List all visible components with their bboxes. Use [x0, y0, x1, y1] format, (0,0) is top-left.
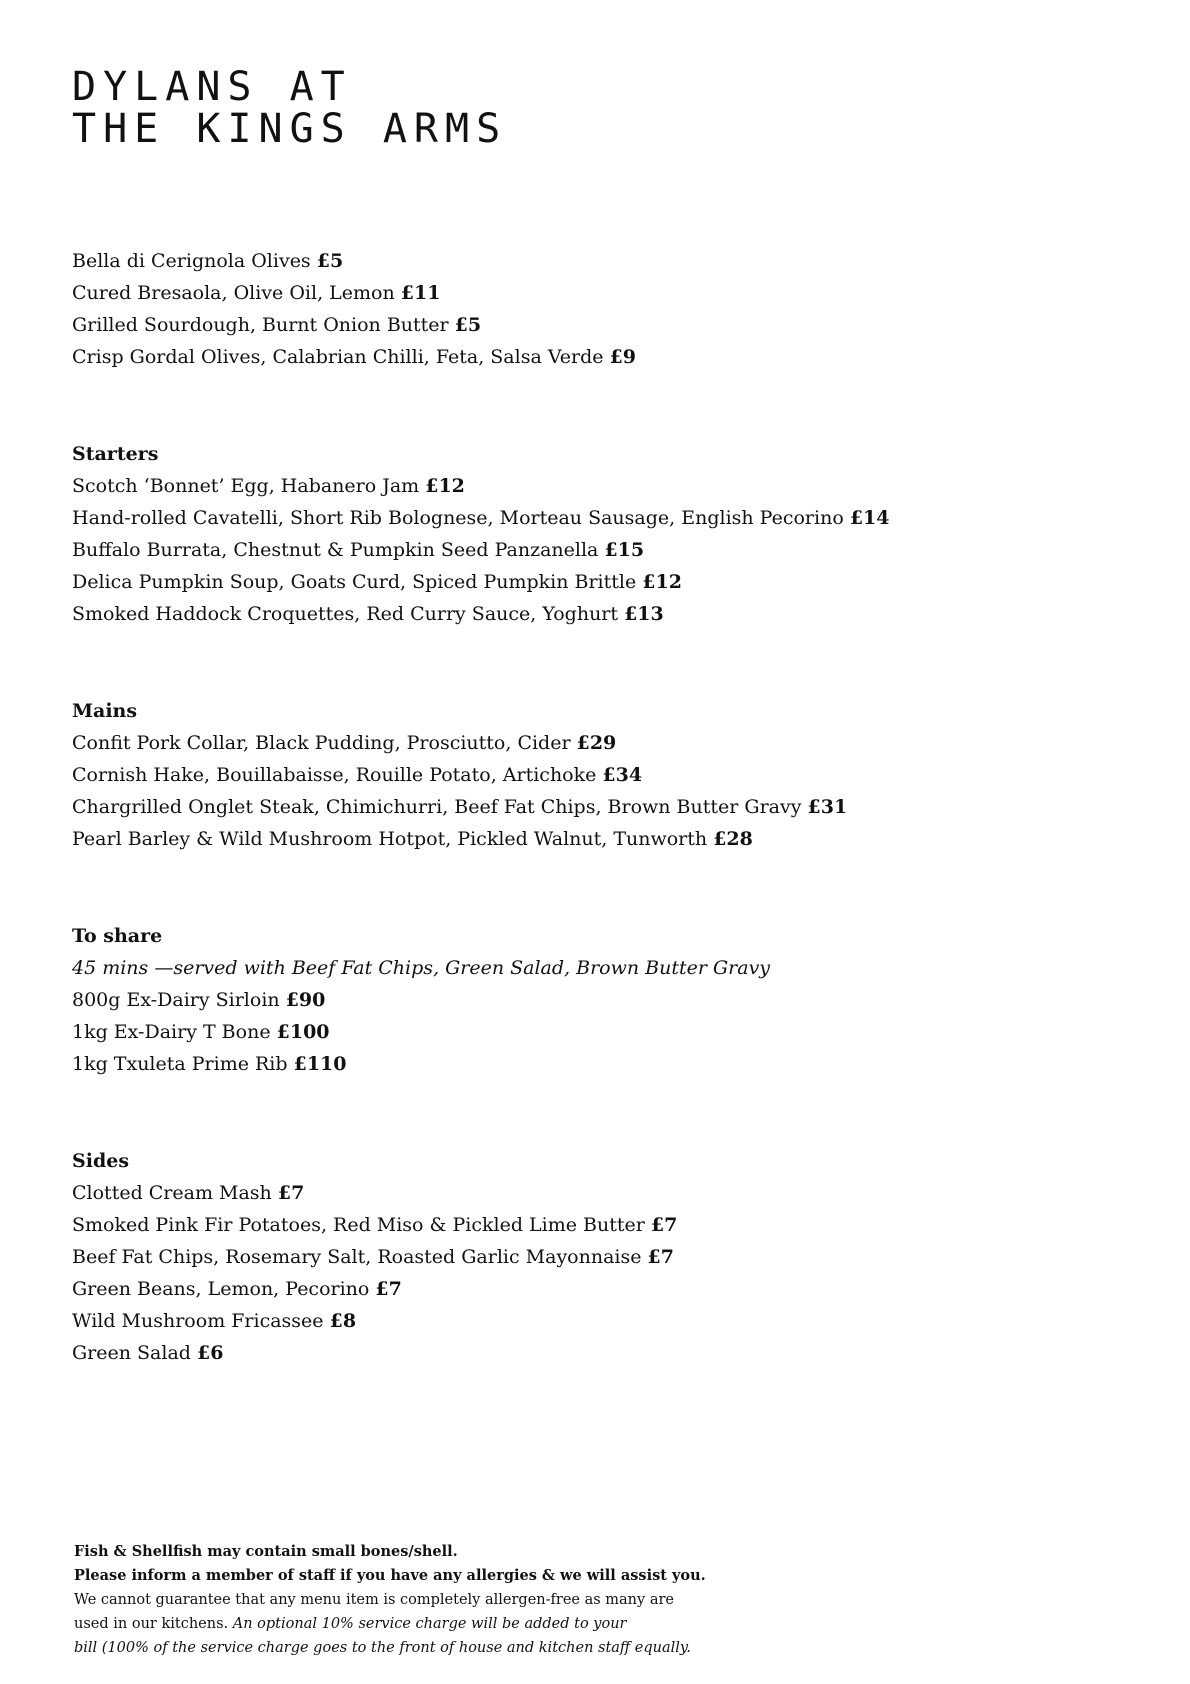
item-name: Scotch ‘Bonnet’ Egg, Habanero Jam — [72, 475, 420, 497]
notice-line-bill: bill (100% of the service charge goes to the front of house and kitchen staff equally. — [74, 1640, 691, 1656]
menu-item — [72, 791, 847, 823]
item-price: £7 — [375, 1278, 402, 1300]
menu-item — [72, 1016, 770, 1048]
item-price: £14 — [849, 507, 890, 529]
sides-list — [72, 1177, 677, 1369]
item-name: Buffalo Burrata, Chestnut & Pumpkin Seed Panzanella — [72, 539, 599, 561]
item-name: 800g Ex-Dairy Sirloin — [72, 989, 280, 1011]
menu-item — [72, 502, 889, 534]
menu-item — [72, 823, 847, 855]
menu-item — [72, 1209, 677, 1241]
item-name: 1kg Txuleta Prime Rib — [72, 1053, 288, 1075]
notice-line-shellfish: Fish & Shellfish may contain small bones/shell. — [74, 1543, 458, 1560]
notice-line-allergies: Please inform a member of staff if you have any allergies & we will assist you. — [74, 1567, 706, 1584]
title-line-1: DYLANS AT — [72, 64, 352, 110]
notice-line-kitchens — [74, 1612, 774, 1636]
notice-line-guarantee: We cannot guarantee that any menu item is completely allergen-free as many are — [74, 1592, 674, 1608]
item-price: £7 — [647, 1246, 674, 1268]
sides-section — [72, 1145, 677, 1369]
item-name: Confit Pork Collar, Black Pudding, Prosciutto, Cider — [72, 732, 571, 754]
to-share-list — [72, 984, 770, 1080]
item-name: Delica Pumpkin Soup, Goats Curd, Spiced Pumpkin Brittle — [72, 571, 637, 593]
title-line-2: THE KINGS ARMS — [72, 106, 508, 152]
menu-item — [72, 1273, 677, 1305]
menu-item — [72, 598, 889, 630]
starters-section — [72, 438, 889, 630]
item-name: Chargrilled Onglet Steak, Chimichurri, Beef Fat Chips, Brown Butter Gravy — [72, 796, 802, 818]
menu-item — [72, 309, 636, 341]
item-name: Wild Mushroom Fricassee — [72, 1310, 324, 1332]
item-name: Cured Bresaola, Olive Oil, Lemon — [72, 282, 395, 304]
item-price: £100 — [276, 1021, 330, 1043]
item-name: Beef Fat Chips, Rosemary Salt, Roasted Garlic Mayonnaise — [72, 1246, 642, 1268]
item-name: Bella di Cerignola Olives — [72, 250, 311, 272]
menu-item — [72, 1048, 770, 1080]
allergen-notice — [74, 1540, 774, 1660]
item-price: £15 — [604, 539, 645, 561]
item-name: Smoked Pink Fir Potatoes, Red Miso & Pickled Lime Butter — [72, 1214, 645, 1236]
menu-item — [72, 1305, 677, 1337]
menu-item — [72, 245, 636, 277]
menu-item — [72, 1241, 677, 1273]
item-price: £28 — [713, 828, 753, 850]
item-price: £6 — [196, 1342, 224, 1364]
menu-item — [72, 566, 889, 598]
item-name: Pearl Barley & Wild Mushroom Hotpot, Pickled Walnut, Tunworth — [72, 828, 708, 850]
item-price: £13 — [624, 603, 664, 625]
menu-item — [72, 759, 847, 791]
sides-heading: Sides — [72, 1150, 130, 1172]
item-price: £12 — [425, 475, 465, 497]
snacks-list — [72, 245, 636, 373]
item-price: £7 — [650, 1214, 678, 1236]
to-share-heading: To share — [72, 925, 163, 947]
item-price: £11 — [400, 282, 441, 304]
item-price: £110 — [293, 1053, 347, 1075]
menu-item — [72, 341, 636, 373]
item-name: Grilled Sourdough, Burnt Onion Butter — [72, 314, 449, 336]
item-price: £12 — [642, 571, 682, 593]
mains-heading: Mains — [72, 700, 138, 722]
mains-section — [72, 695, 847, 855]
snacks-section — [72, 245, 636, 373]
item-price: £31 — [807, 796, 848, 818]
item-price: £90 — [285, 989, 326, 1011]
item-name: Green Salad — [72, 1342, 191, 1364]
item-price: £7 — [277, 1182, 305, 1204]
item-name: Crisp Gordal Olives, Calabrian Chilli, Feta, Salsa Verde — [72, 346, 604, 368]
item-price: £8 — [329, 1310, 357, 1332]
item-price: £5 — [316, 250, 344, 272]
item-price: £29 — [576, 732, 617, 754]
item-price: £5 — [454, 314, 482, 336]
menu-item — [72, 1177, 677, 1209]
item-name: Green Beans, Lemon, Pecorino — [72, 1278, 370, 1300]
menu-item — [72, 534, 889, 566]
item-name: Cornish Hake, Bouillabaisse, Rouille Potato, Artichoke — [72, 764, 597, 786]
to-share-section — [72, 920, 770, 1080]
restaurant-title — [72, 66, 507, 150]
menu-item — [72, 1337, 677, 1369]
notice-service-charge: An optional 10% service charge will be added to your — [232, 1616, 627, 1632]
mains-list — [72, 727, 847, 855]
item-name: Clotted Cream Mash — [72, 1182, 272, 1204]
item-price: £34 — [602, 764, 643, 786]
menu-item — [72, 727, 847, 759]
item-price: £9 — [609, 346, 637, 368]
starters-list — [72, 470, 889, 630]
item-name: Hand-rolled Cavatelli, Short Rib Bolognese, Morteau Sausage, English Pecorino — [72, 507, 844, 529]
item-name: Smoked Haddock Croquettes, Red Curry Sauce, Yoghurt — [72, 603, 619, 625]
to-share-note: 45 mins —served with Beef Fat Chips, Green Salad, Brown Butter Gravy — [72, 957, 771, 979]
menu-item — [72, 470, 889, 502]
starters-heading: Starters — [72, 443, 159, 465]
notice-kitchens-text: used in our kitchens. — [74, 1616, 229, 1632]
item-name: 1kg Ex-Dairy T Bone — [72, 1021, 271, 1043]
menu-item — [72, 277, 636, 309]
menu-item — [72, 984, 770, 1016]
